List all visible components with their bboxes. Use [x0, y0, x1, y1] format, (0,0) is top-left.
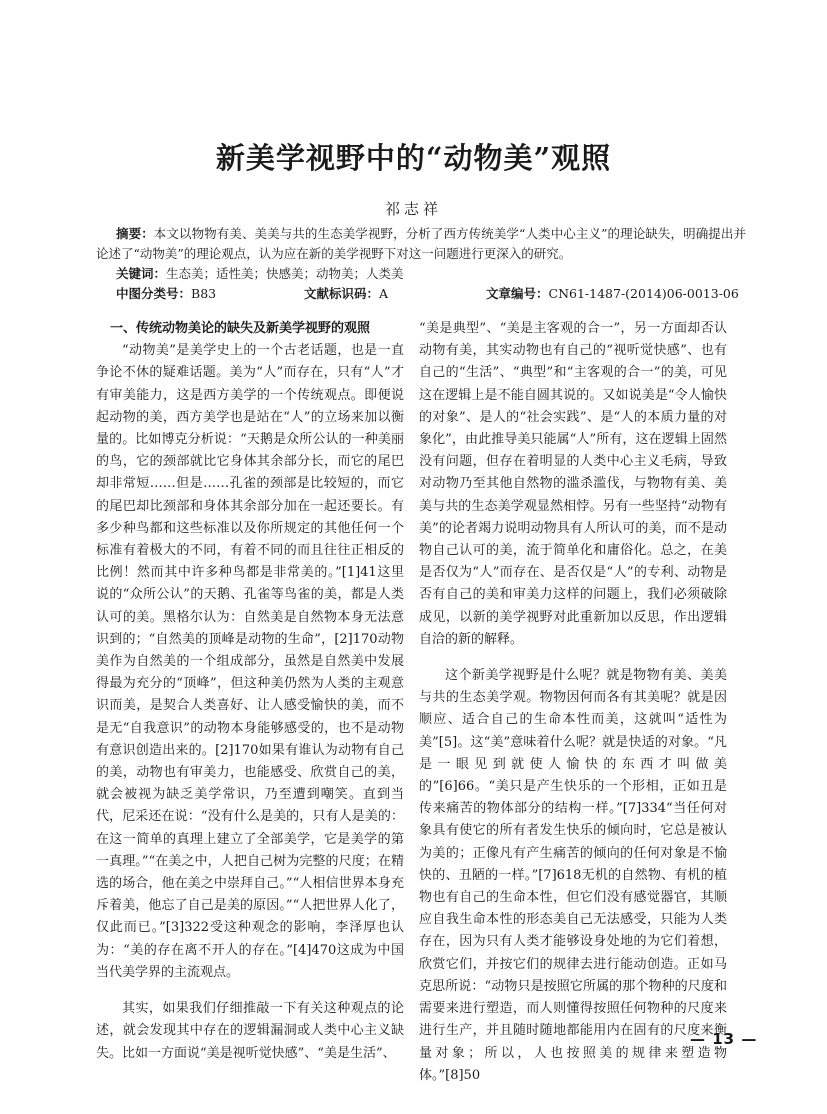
keywords-label: 关键词：	[116, 266, 167, 281]
left-column	[96, 318, 404, 1065]
keywords-text: 生态美；适性美；快感美；动物美；人类美	[166, 266, 404, 281]
author-name: 祁志祥	[384, 200, 442, 218]
abstract-block	[96, 224, 746, 304]
article-number-value: CN61-1487-(2014)06-0013-06	[548, 286, 739, 301]
body-paragraph: “美是典型”、“美是主客观的合一”，另一方面却否认动物有美，其实动物也有自己的“视听觉快感”、也有自己的“生活”、“典型”和“主客观的合一”的美，可见这在逻辑上是不能自圆其说的。又如说美是“令人愉快的对象”、是人的“社会实践”、是“人的本质力量的对象化”，由此推导美只能属“人”所有，这在逻辑上固然没有问题，但存在着明显的人类中心主义毛病，导致对动物乃至其他自然物的滥杀滥伐，与物物有美、美美与共的生态美学观显然相悖。另有一些坚持“动物有美”的论者竭力说明动物具有人所认可的美，而不是动物自己认可的美，流于简单化和庸俗化。总之，在美是否仅为“人”而存在、是否仅是“人”的专利、动物是否有自己的美和审美力这样的问题上，我们必须破除成见，以新的美学视野对此重新加以反思，作出逻辑自洽的新的解释。	[419, 321, 727, 647]
article-title: 新美学视野中的“动物美”观照	[215, 141, 612, 175]
section-heading: 一、传统动物美论的缺失及新美学视野的观照	[110, 321, 371, 336]
body-paragraph: 其实，如果我们仔细推敲一下有关这种观点的论述，就会发现其中存在的逻辑漏洞或人类中心主义缺失。比如一方面说“美是视听觉快感”、“美是生活”、	[96, 1001, 404, 1061]
doc-code-label: 文献标识码：	[304, 286, 380, 301]
keywords-line	[96, 264, 746, 284]
article-number-label: 文章编号：	[486, 286, 549, 301]
classification-line	[96, 284, 746, 304]
page-number: — 13 —	[690, 1030, 758, 1048]
doc-code-value: A	[379, 286, 389, 301]
clc-value: B83	[191, 286, 217, 301]
right-column	[419, 318, 727, 1087]
body-paragraph: 这个新美学视野是什么呢？就是物物有美、美美与共的生态美学观。物物因何而各有其美呢？就是因顺应、适合自己的生命本性而美，这就叫“适性为美”[5]。这“美”意味着什么呢？就是快适的对象。“凡是一眼见到就使人愉快的东西才叫做美的”[6]66。“美只是产生快乐的一个形相，正如丑是传来痛苦的物体部分的结构一样。”[7]334“当任何对象具有使它的所有者发生快乐的倾向时，它总是被认为美的；正像凡有产生痛苦的倾向的任何对象是不愉快的、丑陋的一样。”[7]618无机的自然物、有机的植物也有自己的生命本性，但它们没有感觉器官，其顺应自我生命本性的形态美自己无法感受，只能为人类存在，因为只有人类才能够设身处地的为它们着想，欣赏它们，并按它们的规律去进行能动创造。正如马克思所说：“动物只是按照它所属的那个物种的尺度和需要来进行塑造，而人则懂得按照任何物种的尺度来进行生产，并且随时随地都能用内在固有的尺度来衡量对象；所以，人也按照美的规律来塑造物体。”[8]50	[419, 668, 727, 1083]
abstract-label: 摘要：	[116, 226, 154, 241]
body-paragraph: “动物美”是美学史上的一个古老话题，也是一直争论不休的疑难话题。美为“人”而存在，只有“人”才有审美能力，这是西方美学的一个传统观点。即便说起动物的美，西方美学也是站在“人”的立场来加以衡量的。比如博克分析说：“天鹅是众所公认的一种美丽的鸟，它的颈部就比它身体其余部分长，而它的尾巴却非常短……但是……孔雀的颈部是比较短的，而它的尾巴却比颈部和身体其余部分加在一起还要长。有多少种鸟都和这些标准以及你所规定的其他任何一个标准有着极大的不同，有着不同的而且往往正相反的比例！然而其中许多种鸟都是非常美的。”[1]41这里说的“众所公认”的天鹅、孔雀等鸟雀的美，都是人类认可的美。黑格尔认为：自然美是自然物本身无法意识到的；“自然美的顶峰是动物的生命”，[2]170动物美作为自然美的一个组成部分，虽然是自然美中发展得最为充分的“顶峰”，但这种美仍然为人类的主观意识而美，是契合人类喜好、让人感受愉快的美，而不是无“自我意识”的动物本身能够感受的，也不是动物有意识创造出来的。[2]170如果有谁认为动物有自己的美，动物也有审美力，也能感受、欣赏自己的美，就会被视为缺乏美学常识，乃至遭到嘲笑。直到当代，尼采还在说：“没有什么是美的，只有人是美的：在这一简单的真理上建立了全部美学，它是美学的第一真理。”“在美之中，人把自己树为完整的尺度；在精选的场合，他在美之中崇拜自己。”“人相信世界本身充斥着美，他忘了自己是美的原因。”“人把世界人化了，仅此而已。”[3]322受这种观念的影响，李泽厚也认为：“美的存在离不开人的存在。”[4]470这成为中国当代美学界的主流观点。	[96, 343, 404, 980]
abstract-text: 本文以物物有美、美美与共的生态美学视野，分析了西方传统美学“人类中心主义”的理论缺失，明确提出并论述了“动物美”的理论观点，认为应在新的美学视野下对这一问题进行更深入的研究。	[96, 226, 746, 261]
clc-label: 中图分类号：	[116, 286, 192, 301]
abstract-paragraph	[96, 224, 746, 264]
